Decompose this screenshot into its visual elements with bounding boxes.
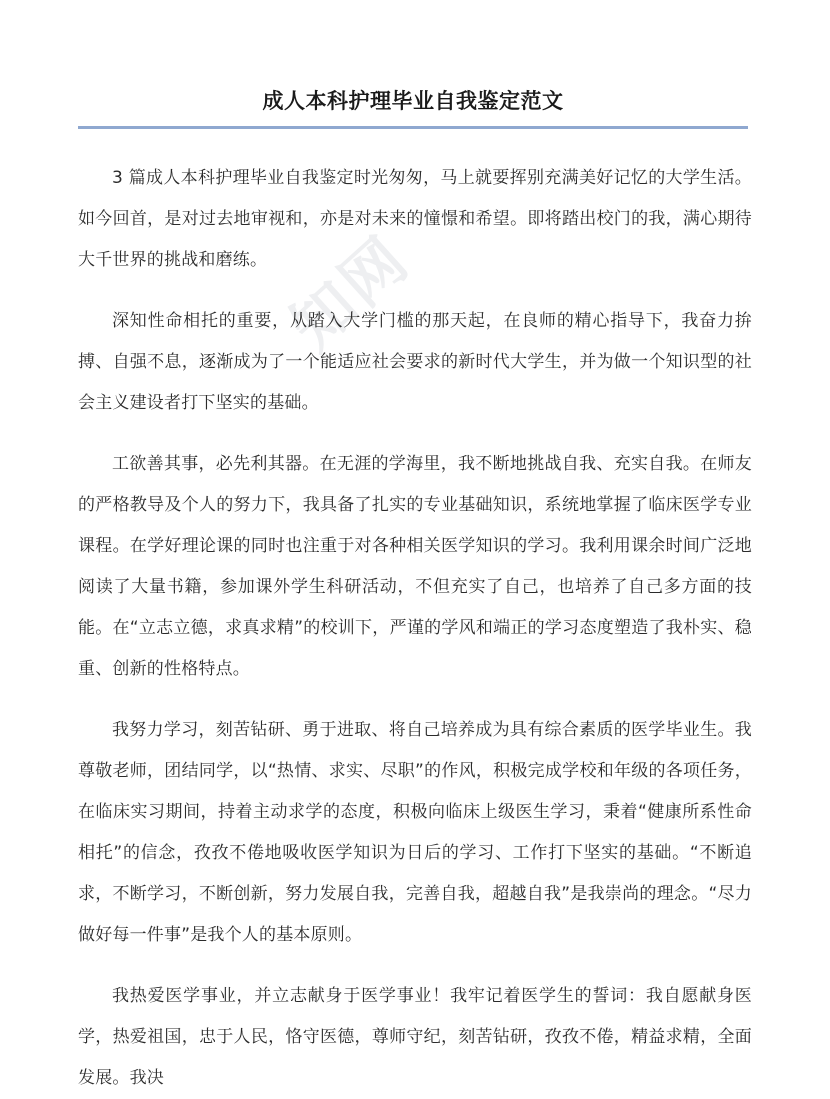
paragraph: 深知性命相托的重要，从踏入大学门槛的那天起，在良师的精心指导下，我奋力拚搏、自强不息，逐渐成为了一个能适应社会要求的新时代大学生，并为做一个知识型的社会主义建设者打下坚实的基础。 [78,311,752,413]
document-body [78,158,752,1099]
title-divider [78,126,748,129]
paragraph: 我热爱医学事业，并立志献身于医学事业！我牢记着医学生的誓词：我自愿献身医学，热爱祖国，忠于人民，恪守医德，尊师守纪，刻苦钻研，孜孜不倦，精益求精，全面发展。我决 [78,986,752,1088]
paragraph: 工欲善其事，必先利其器。在无涯的学海里，我不断地挑战自我、充实自我。在师友的严格教导及个人的努力下，我具备了扎实的专业基础知识，系统地掌握了临床医学专业课程。在学好理论课的同时也注重于对各种相关医学知识的学习。我利用课余时间广泛地阅读了大量书籍，参加课外学生科研活动，不但充实了自己，也培养了自己多方面的技能。在“立志立德，求真求精”的校训下，严谨的学风和端正的学习态度塑造了我朴实、稳重、创新的性格特点。 [78,454,752,679]
page-title: 成人本科护理毕业自我鉴定范文 [262,89,564,113]
watermark-text: 知网 [276,221,424,364]
paragraph: 我努力学习，刻苦钻研、勇于进取、将自己培养成为具有综合素质的医学毕业生。我尊敬老师，团结同学，以“热情、求实、尽职”的作风，积极完成学校和年级的各项任务，在临床实习期间，持着主动求学的态度，积极向临床上级医生学习，秉着“健康所系性命相托”的信念，孜孜不倦地吸收医学知识为日后的学习、工作打下坚实的基础。“不断追求，不断学习，不断创新，努力发展自我，完善自我，超越自我”是我崇尚的理念。“尽力做好每一件事”是我个人的基本原则。 [78,720,752,945]
paragraph: 3 篇成人本科护理毕业自我鉴定时光匆匆，马上就要挥别充满美好记忆的大学生活。如今回首，是对过去地审视和，亦是对未来的憧憬和希望。即将踏出校门的我，满心期待大千世界的挑战和磨练。 [78,168,752,270]
